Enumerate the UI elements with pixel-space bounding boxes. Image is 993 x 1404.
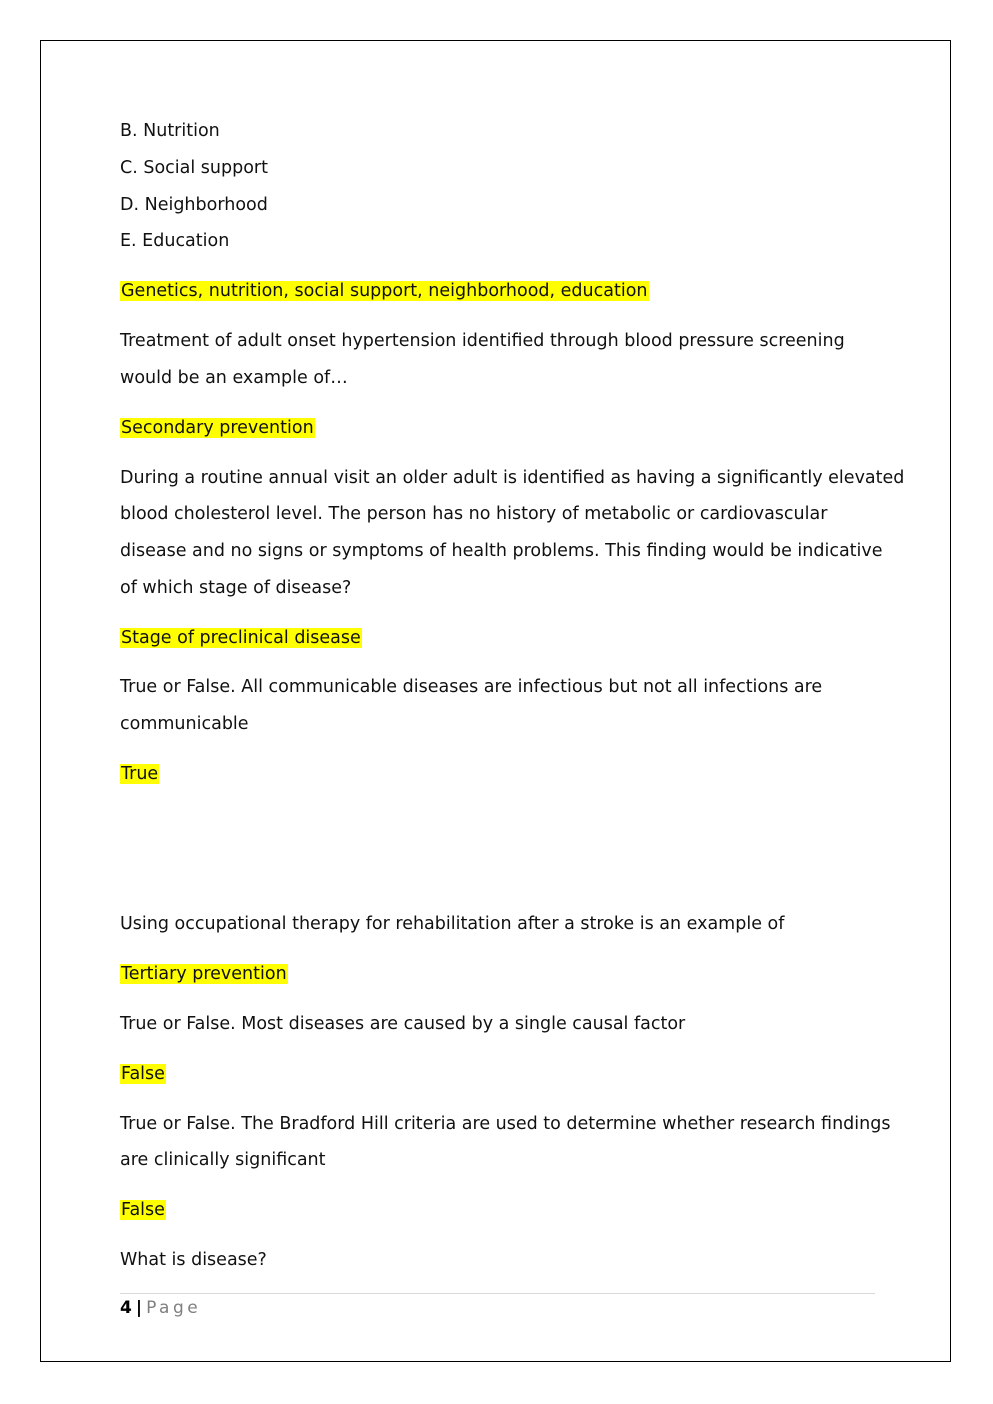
question-line: True or False. Most diseases are caused by a single causal factor: [120, 1014, 686, 1034]
question-line: True or False. The Bradford Hill criteria are used to determine whether research findings: [120, 1114, 891, 1134]
answer-highlight: [120, 1062, 166, 1086]
question-line: communicable: [120, 714, 249, 734]
answer-text: True: [121, 764, 159, 784]
answer-highlight: [120, 962, 288, 986]
option-e: E. Education: [120, 231, 230, 251]
answer-text: Genetics, nutrition, social support, neighborhood, education: [121, 281, 648, 301]
question-line: of which stage of disease?: [120, 578, 352, 598]
answer-highlight: [120, 279, 649, 303]
question-line: What is disease?: [120, 1250, 267, 1270]
answer-highlight: [120, 762, 159, 786]
answer-highlight: [120, 416, 315, 440]
question-line: blood cholesterol level. The person has no history of metabolic or cardiovascular: [120, 504, 828, 524]
answer-text: Tertiary prevention: [121, 964, 287, 984]
option-c: C. Social support: [120, 158, 268, 178]
question-line: disease and no signs or symptoms of health problems. This finding would be indicative: [120, 541, 883, 561]
answer-text: False: [121, 1200, 165, 1220]
option-b: B. Nutrition: [120, 121, 220, 141]
question-line: True or False. All communicable diseases are infectious but not all infections are: [120, 677, 823, 697]
option-d: D. Neighborhood: [120, 195, 268, 215]
answer-highlight: [120, 626, 362, 650]
footer-separator: |: [135, 1298, 143, 1318]
answer-highlight: [120, 1198, 166, 1222]
question-line: would be an example of…: [120, 368, 348, 388]
question-line: During a routine annual visit an older adult is identified as having a significantly elevated: [120, 468, 905, 488]
page-footer: [120, 1296, 201, 1320]
footer-divider: [120, 1293, 875, 1294]
answer-text: Secondary prevention: [121, 418, 314, 438]
page-label: Page: [146, 1298, 202, 1318]
question-line: are clinically significant: [120, 1150, 326, 1170]
answer-text: False: [121, 1064, 165, 1084]
question-line: Using occupational therapy for rehabilitation after a stroke is an example of: [120, 914, 785, 934]
page-number: 4: [120, 1298, 132, 1318]
answer-text: Stage of preclinical disease: [121, 628, 361, 648]
question-line: Treatment of adult onset hypertension identified through blood pressure screening: [120, 331, 845, 351]
